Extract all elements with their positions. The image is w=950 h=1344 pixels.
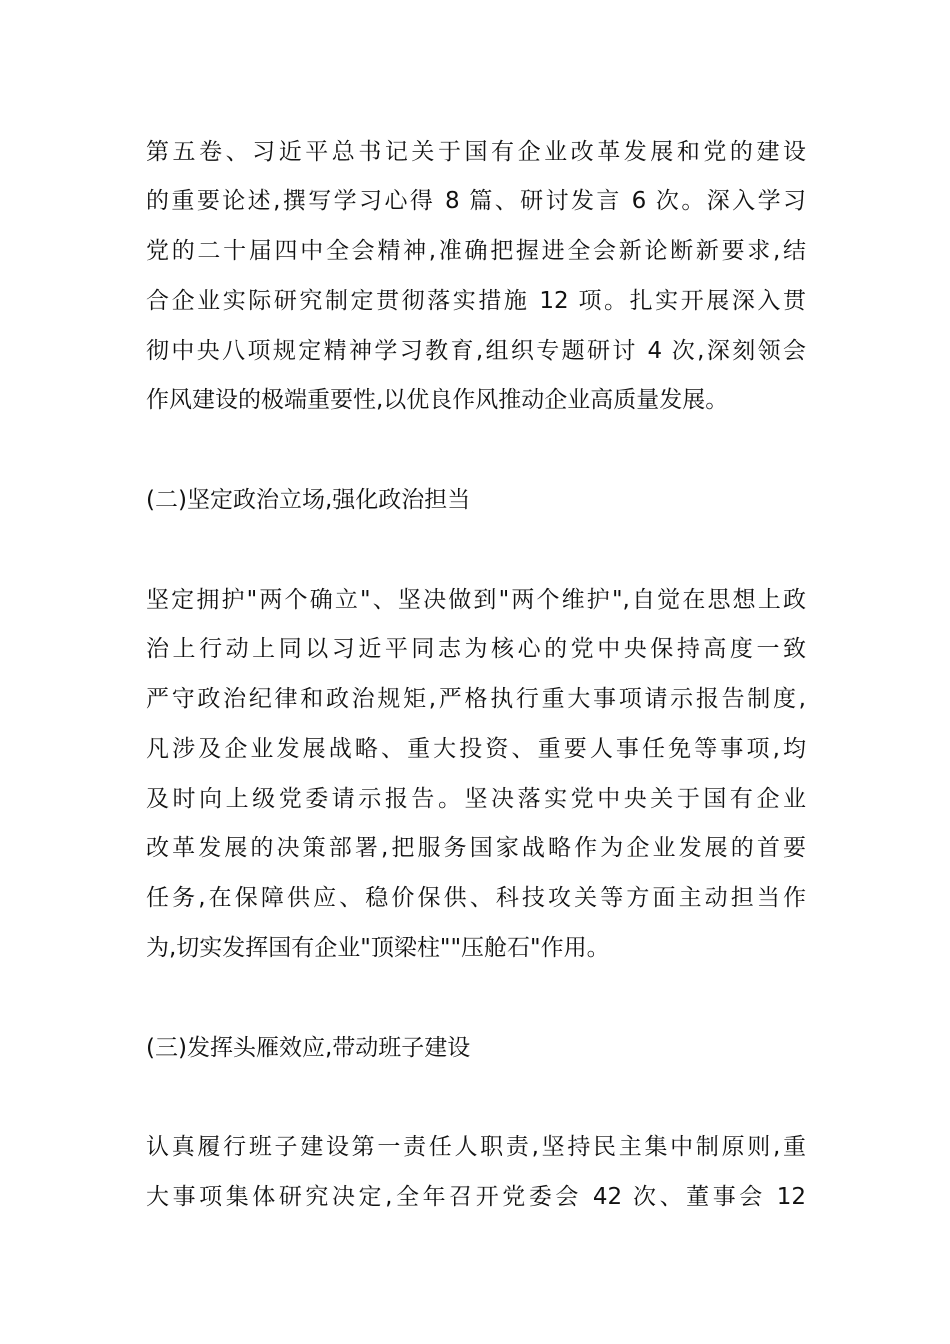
text-line: 治上行动上同以习近平同志为核心的党中央保持高度一致 <box>146 636 806 662</box>
text-line: 合企业实际研究制定贯彻落实措施 12 项。扎实开展深入贯 <box>146 288 806 314</box>
text-line: 第五卷、习近平总书记关于国有企业改革发展和党的建设 <box>146 139 806 165</box>
text-line: 党的二十届四中全会精神,准确把握进全会新论断新要求,结 <box>146 238 806 264</box>
text-line: 的重要论述,撰写学习心得 8 篇、研讨发言 6 次。深入学习 <box>146 188 806 214</box>
section-heading: (二)坚定政治立场,强化政治担当 <box>146 487 471 513</box>
text-line: 认真履行班子建设第一责任人职责,坚持民主集中制原则,重 <box>146 1134 806 1160</box>
section-heading: (三)发挥头雁效应,带动班子建设 <box>146 1035 471 1061</box>
text-line: 作风建设的极端重要性,以优良作风推动企业高质量发展。 <box>146 387 729 413</box>
text-line: 凡涉及企业发展战略、重大投资、重要人事任免等事项,均 <box>146 736 806 762</box>
text-line: 为,切实发挥国有企业"顶梁柱""压舱石"作用。 <box>146 935 610 961</box>
text-line: 及时向上级党委请示报告。坚决落实党中央关于国有企业 <box>146 786 806 812</box>
text-line: 彻中央八项规定精神学习教育,组织专题研讨 4 次,深刻领会 <box>146 338 806 364</box>
text-line: 大事项集体研究决定,全年召开党委会 42 次、董事会 12 <box>146 1184 806 1210</box>
text-line: 坚定拥护"两个确立"、坚决做到"两个维护",自觉在思想上政 <box>146 587 806 613</box>
text-line: 严守政治纪律和政治规矩,严格执行重大事项请示报告制度, <box>146 686 806 712</box>
text-line: 改革发展的决策部署,把服务国家战略作为企业发展的首要 <box>146 835 806 861</box>
text-line: 任务,在保障供应、稳价保供、科技攻关等方面主动担当作 <box>146 885 806 911</box>
